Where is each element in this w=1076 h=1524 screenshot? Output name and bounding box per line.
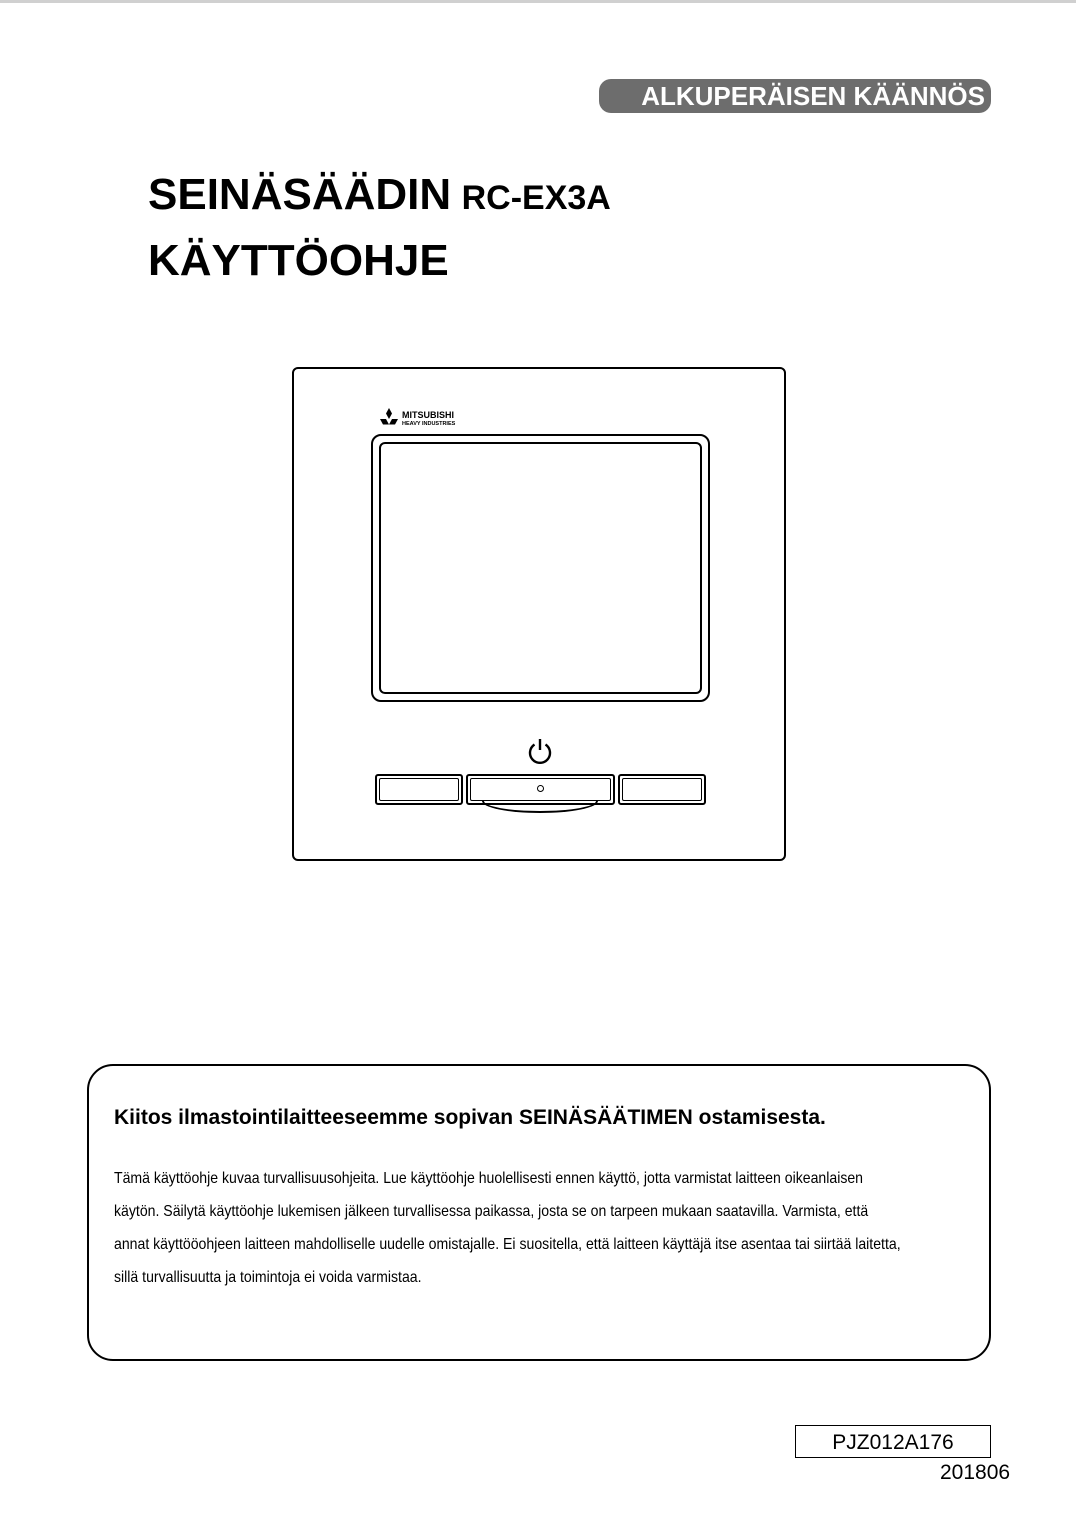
document-date: 201806 (940, 1461, 1011, 1484)
notice-body (114, 1162, 944, 1294)
model-number: RC-EX3A (461, 179, 611, 217)
notice-line: käytön. Säilytä käyttöohje lukemisen jälkeen turvallisessa paikassa, josta se on tarpeen mukaan saatavilla. Varmista, että (114, 1203, 869, 1220)
document-title (148, 170, 611, 220)
power-icon (525, 736, 555, 766)
document-subtitle: KÄYTTÖOHJE (148, 236, 449, 285)
document-code: PJZ012A176 (795, 1425, 991, 1458)
translation-badge: ALKUPERÄISEN KÄÄNNÖS (599, 79, 991, 113)
remote-controller-illustration (292, 367, 786, 861)
mitsubishi-logo (378, 407, 488, 429)
brand-line2: HEAVY INDUSTRIES (402, 421, 456, 427)
button-lip (482, 801, 598, 813)
notice-line: annat käyttööohjeen laitteen mahdolliselle uudelle omistajalle. Ei suositella, että laitteen käyttäjä itse asentaa tai siirtää laitetta, (114, 1236, 901, 1253)
right-button (618, 774, 706, 805)
notice-line: Tämä käyttöohje kuvaa turvallisuusohjeita. Lue käyttöohje huolellisesti ennen käyttö, jotta varmistat laitteen oikeanlaisen (114, 1170, 864, 1187)
notice-heading: Kiitos ilmastointilaitteeseemme sopivan SEINÄSÄÄTIMEN ostamisesta. (114, 1106, 826, 1129)
left-button (375, 774, 463, 805)
indicator-lamp (537, 785, 544, 792)
display-screen-inner (379, 442, 702, 694)
notice-line: sillä turvallisuutta ja toimintoja ei voida varmistaa. (114, 1269, 422, 1286)
top-border (0, 0, 1076, 3)
notice-box (87, 1064, 991, 1361)
brand-line1: MITSUBISHI (402, 410, 455, 420)
title-main: SEINÄSÄÄDIN (148, 170, 452, 219)
display-screen (371, 434, 710, 702)
